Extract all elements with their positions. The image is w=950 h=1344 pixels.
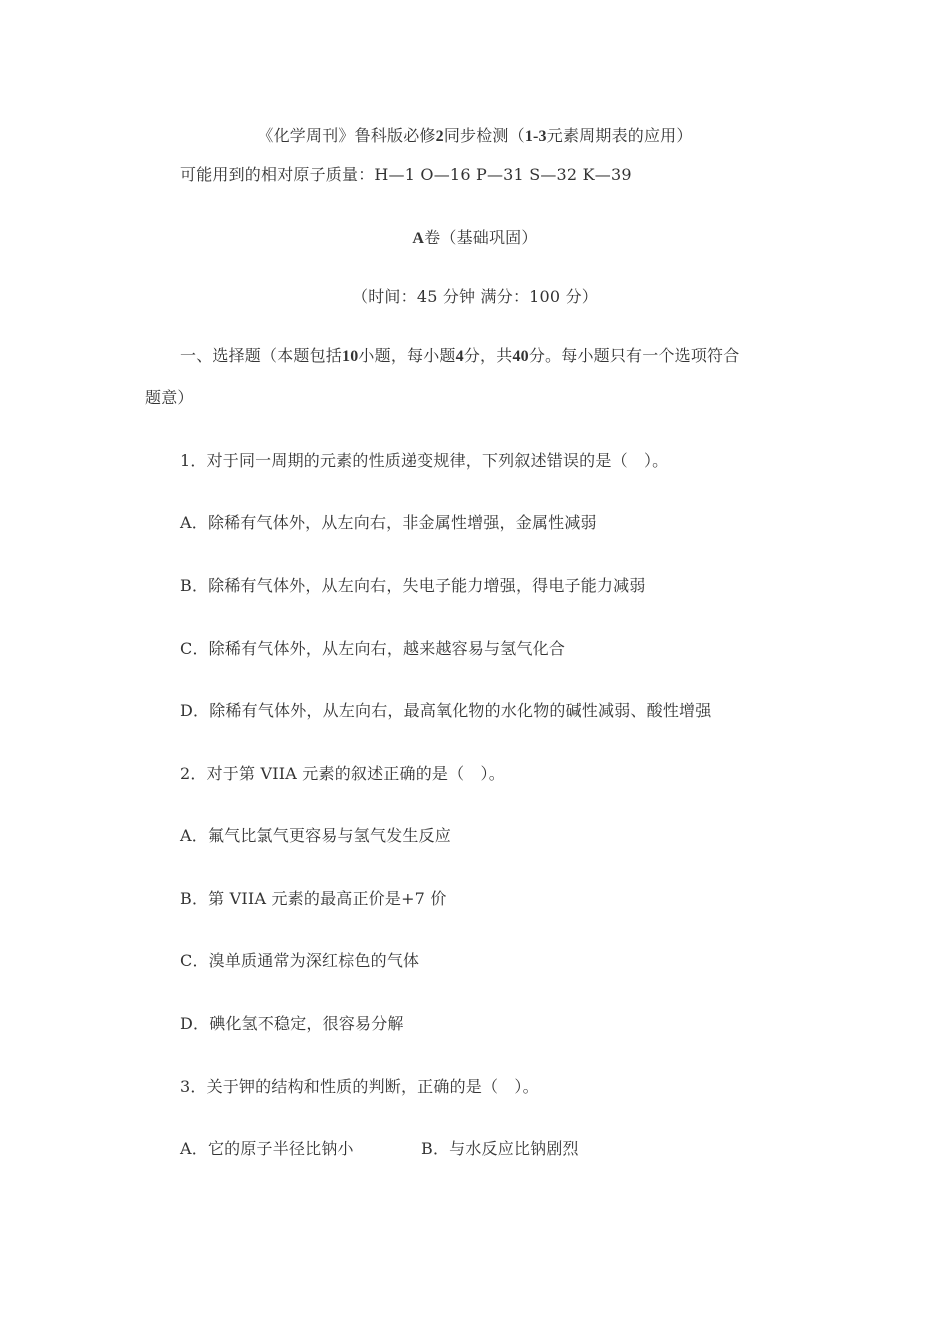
question-2-stem: 2．对于第 VIIA 元素的叙述正确的是（ ）。 [180, 764, 505, 783]
title-text-3: 元素周期表的应用） [546, 126, 693, 145]
question-2-option-b: B．第 VIIA 元素的最高正价是+7 价 [180, 889, 447, 908]
title-text-2: 同步检测（ [443, 126, 525, 145]
part-one-heading [180, 346, 739, 367]
question-2-option-a: A．氟气比氯气更容易与氢气发生反应 [180, 826, 451, 845]
document-title [0, 126, 950, 147]
question-1-option-d: D．除稀有气体外，从左向右，最高氧化物的水化物的碱性减弱、酸性增强 [180, 701, 712, 720]
title-bold-2: 1-3 [524, 128, 547, 145]
question-1-option-c: C．除稀有气体外，从左向右，越来越容易与氢气化合 [180, 639, 566, 658]
question-2-option-c: C．溴单质通常为深红棕色的气体 [180, 951, 420, 970]
title-text-1: 《化学周刊》鲁科版必修 [257, 126, 436, 145]
question-3-option-a: A．它的原子半径比钠小 [180, 1139, 354, 1158]
part-one-points: 4 [455, 348, 464, 365]
time-info: （时间：45 分钟 满分：100 分） [352, 287, 598, 306]
question-1-option-b: B．除稀有气体外，从左向右，失电子能力增强，得电子能力减弱 [180, 576, 646, 595]
part-one-text-1: 一、选择题（本题包括 [180, 346, 343, 365]
section-label: 卷（基础巩固） [424, 228, 538, 247]
question-2-option-d: D．碘化氢不稳定，很容易分解 [180, 1014, 404, 1033]
question-1-stem: 1．对于同一周期的元素的性质递变规律，下列叙述错误的是（ ）。 [180, 451, 669, 470]
atomic-masses: 可能用到的相对原子质量：H—1 O—16 P—31 S—32 K—39 [180, 165, 632, 184]
title-bold-1: 2 [435, 128, 444, 145]
section-heading [0, 228, 950, 249]
part-one-text-2: 小题，每小题 [358, 346, 456, 365]
part-one-text-3: 分，共 [463, 346, 513, 365]
part-one-text-4: 分。每小题只有一个选项符合 [528, 346, 740, 365]
part-one-count: 10 [342, 348, 359, 365]
question-1-option-a: A．除稀有气体外，从左向右，非金属性增强，金属性减弱 [180, 513, 597, 532]
section-letter: A [412, 230, 425, 247]
question-3-stem: 3．关于钾的结构和性质的判断，正确的是（ ）。 [180, 1077, 539, 1096]
part-one-total: 40 [512, 348, 529, 365]
part-one-heading-cont: 题意） [145, 388, 194, 407]
question-3-option-b: B．与水反应比钠剧烈 [421, 1139, 579, 1158]
